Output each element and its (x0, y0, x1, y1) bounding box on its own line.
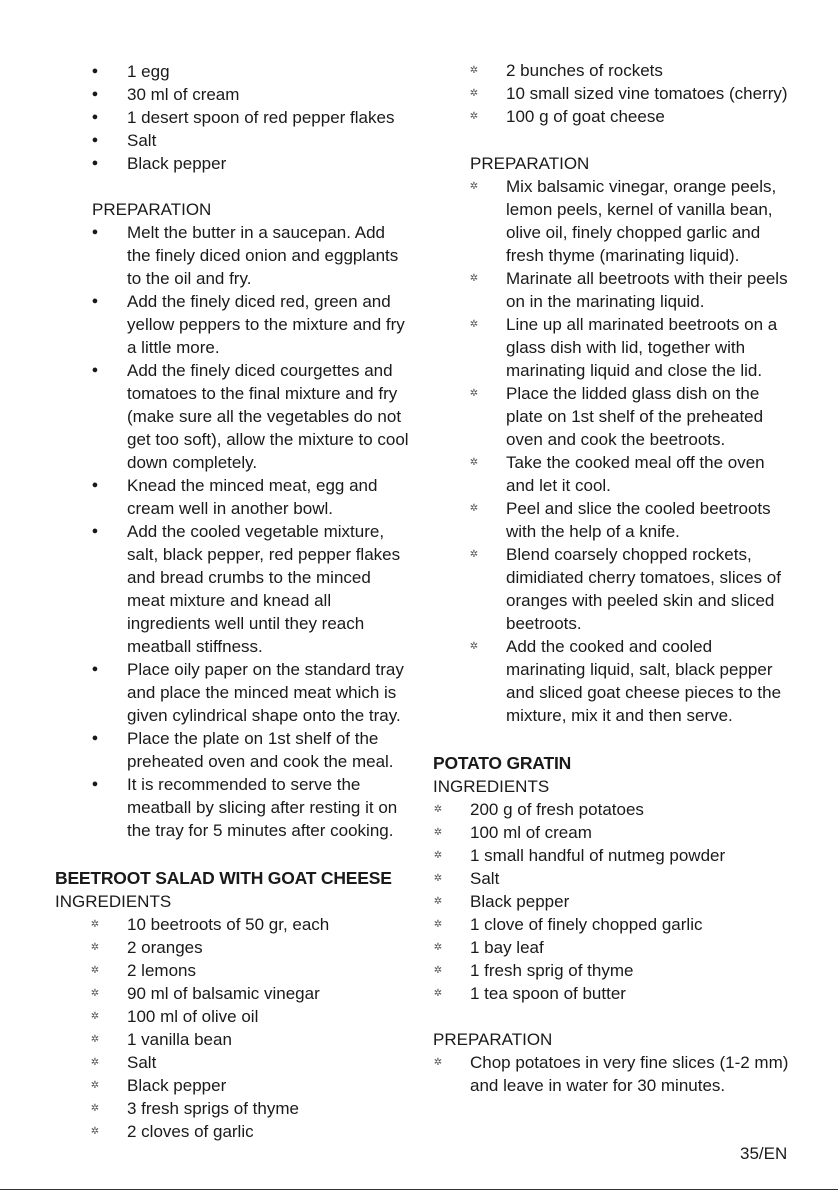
list-item: ● Salt (91, 131, 157, 150)
bullet-star-icon: ✲ (433, 919, 443, 930)
bullet-star-icon: ✲ (433, 850, 443, 861)
recipe-title: POTATO GRATIN (433, 753, 572, 773)
bullet-star-icon: ✲ (433, 1057, 443, 1068)
bullet-star-icon: ✲ (469, 181, 479, 192)
bullet-star-icon: ✲ (90, 1080, 100, 1091)
list-item: ✲ Take the cooked meal off the oven and let it cool. (469, 453, 765, 495)
recipe-title: BEETROOT SALAD WITH GOAT CHEESE (55, 868, 392, 888)
beetroot-ingredient-list-continued (433, 59, 793, 128)
list-item: ✲ 1 clove of finely chopped garlic (433, 915, 703, 934)
list-item: ✲ 10 beetroots of 50 gr, each (90, 915, 330, 934)
bullet-star-icon: ✲ (90, 942, 100, 953)
list-item: ✲ 2 bunches of rockets (469, 61, 663, 80)
bullet-dot-icon: ● (91, 364, 99, 376)
list-item: ● Black pepper (91, 154, 227, 173)
list-item: ✲ 100 g of goat cheese (469, 107, 665, 126)
bullet-dot-icon: ● (91, 111, 99, 123)
bullet-star-icon: ✲ (469, 319, 479, 330)
list-item: ✲ 3 fresh sprigs of thyme (90, 1099, 299, 1118)
section-heading: PREPARATION (92, 200, 212, 219)
list-item: ✲ 1 tea spoon of butter (433, 984, 626, 1003)
list-item: ✲ Marinate all beetroots with their peels on in the marinating liquid. (469, 269, 788, 311)
bullet-dot-icon: ● (91, 88, 99, 100)
list-item: ● Place oily paper on the standard tray and place the minced meat which is given cylindrical shape onto the tray. (91, 660, 404, 725)
bullet-star-icon: ✲ (433, 873, 443, 884)
gratin-prep-list (433, 1051, 793, 1097)
list-item: ✲ 200 g of fresh potatoes (433, 800, 644, 819)
bullet-star-icon: ✲ (90, 1103, 100, 1114)
list-item: ● 1 egg (91, 62, 170, 81)
list-item: ✲ Place the lidded glass dish on the plate on 1st shelf of the preheated oven and cook the beetroots. (469, 384, 764, 449)
ingredients-heading: INGREDIENTS (433, 777, 550, 796)
bullet-star-icon: ✲ (433, 965, 443, 976)
bullet-star-icon: ✲ (469, 65, 479, 76)
bullet-star-icon: ✲ (90, 965, 100, 976)
bottom-rule (0, 1189, 838, 1190)
bullet-star-icon: ✲ (469, 388, 479, 399)
bullet-star-icon: ✲ (90, 1057, 100, 1068)
bullet-star-icon: ✲ (90, 988, 100, 999)
gratin-ingredient-list (433, 798, 793, 1005)
bullet-dot-icon: ● (91, 479, 99, 491)
left-column (55, 0, 410, 1143)
bullet-dot-icon: ● (91, 226, 99, 238)
list-item: ✲ 2 cloves of garlic (90, 1122, 254, 1141)
list-item: ● It is recommended to serve the meatball by slicing after resting it on the tray for 5 minutes after cooking. (91, 775, 398, 840)
bullet-dot-icon: ● (91, 134, 99, 146)
list-item: ✲ Salt (433, 869, 500, 888)
list-item: ✲ Add the cooked and cooled marinating liquid, salt, black pepper and sliced goat cheese pieces to the mixture, mix it and then serve. (469, 637, 782, 725)
bullet-star-icon: ✲ (469, 549, 479, 560)
list-item: ● Place the plate on 1st shelf of the preheated oven and cook the meal. (91, 729, 394, 771)
list-item: ✲ 1 bay leaf (433, 938, 544, 957)
list-item: ✲ Salt (90, 1053, 157, 1072)
bullet-star-icon: ✲ (469, 457, 479, 468)
meatball-prep-list (55, 221, 410, 842)
section-heading: PREPARATION (433, 1030, 553, 1049)
bullet-star-icon: ✲ (469, 641, 479, 652)
beetroot-prep-list (433, 175, 793, 727)
beetroot-ingredient-list (55, 913, 410, 1143)
list-item: ✲ 2 oranges (90, 938, 203, 957)
list-item: ● Add the finely diced red, green and yellow peppers to the mixture and fry a little more. (91, 292, 405, 357)
list-item: ● 30 ml of cream (91, 85, 240, 104)
right-column (433, 0, 793, 1097)
list-item: ✲ Line up all marinated beetroots on a glass dish with lid, together with marinating liquid and close the lid. (469, 315, 778, 380)
bullet-star-icon: ✲ (433, 942, 443, 953)
bullet-star-icon: ✲ (433, 827, 443, 838)
list-item: ● Add the cooled vegetable mixture, salt, black pepper, red pepper flakes and bread crumbs to the minced meat mixture and knead all ingredients well until they reach meatball stiffness. (91, 522, 401, 656)
page-number: 35/EN (740, 1144, 788, 1163)
meatball-ingredient-list (55, 60, 410, 175)
section-heading: PREPARATION (470, 154, 590, 173)
list-item: ✲ 100 ml of cream (433, 823, 592, 842)
list-item: ✲ Chop potatoes in very fine slices (1-2 mm) and leave in water for 30 minutes. (433, 1053, 789, 1095)
bullet-dot-icon: ● (91, 65, 99, 77)
bullet-dot-icon: ● (91, 157, 99, 169)
list-item: ● Melt the butter in a saucepan. Add the finely diced onion and eggplants to the oil and fry. (91, 223, 399, 288)
bullet-dot-icon: ● (91, 525, 99, 537)
list-item: ✲ Blend coarsely chopped rockets, dimidiated cherry tomatoes, slices of oranges with peeled skin and sliced beetroots. (469, 545, 781, 633)
list-item: ✲ 90 ml of balsamic vinegar (90, 984, 320, 1003)
list-item: ✲ 10 small sized vine tomatoes (cherry) (469, 84, 788, 103)
bullet-dot-icon: ● (91, 778, 99, 790)
bullet-star-icon: ✲ (90, 1011, 100, 1022)
bullet-dot-icon: ● (91, 732, 99, 744)
bullet-star-icon: ✲ (90, 1034, 100, 1045)
bullet-star-icon: ✲ (433, 988, 443, 999)
bullet-star-icon: ✲ (90, 1126, 100, 1137)
bullet-star-icon: ✲ (469, 273, 479, 284)
bullet-star-icon: ✲ (433, 804, 443, 815)
list-item: ● Knead the minced meat, egg and cream well in another bowl. (91, 476, 378, 518)
list-item: ✲ Mix balsamic vinegar, orange peels, lemon peels, kernel of vanilla bean, olive oil, finely chopped garlic and fresh thyme (marinating liquid). (469, 177, 777, 265)
list-item: ✲ Black pepper (433, 892, 570, 911)
bullet-dot-icon: ● (91, 295, 99, 307)
list-item: ✲ 1 fresh sprig of thyme (433, 961, 634, 980)
list-item: ✲ Peel and slice the cooled beetroots with the help of a knife. (469, 499, 771, 541)
list-item: ✲ 1 small handful of nutmeg powder (433, 846, 726, 865)
list-item: ✲ Black pepper (90, 1076, 227, 1095)
list-item: ✲ 2 lemons (90, 961, 196, 980)
list-item: ✲ 100 ml of olive oil (90, 1007, 259, 1026)
bullet-star-icon: ✲ (469, 111, 479, 122)
list-item: ✲ 1 vanilla bean (90, 1030, 232, 1049)
bullet-star-icon: ✲ (469, 503, 479, 514)
bullet-star-icon: ✲ (433, 896, 443, 907)
list-item: ● 1 desert spoon of red pepper flakes (91, 108, 395, 127)
bullet-dot-icon: ● (91, 663, 99, 675)
bullet-star-icon: ✲ (90, 919, 100, 930)
ingredients-heading: INGREDIENTS (55, 892, 172, 911)
bullet-star-icon: ✲ (469, 88, 479, 99)
list-item: ● Add the finely diced courgettes and tomatoes to the final mixture and fry (make sure all the vegetables do not get too soft), allow the mixture to cool down completely. (91, 361, 409, 472)
